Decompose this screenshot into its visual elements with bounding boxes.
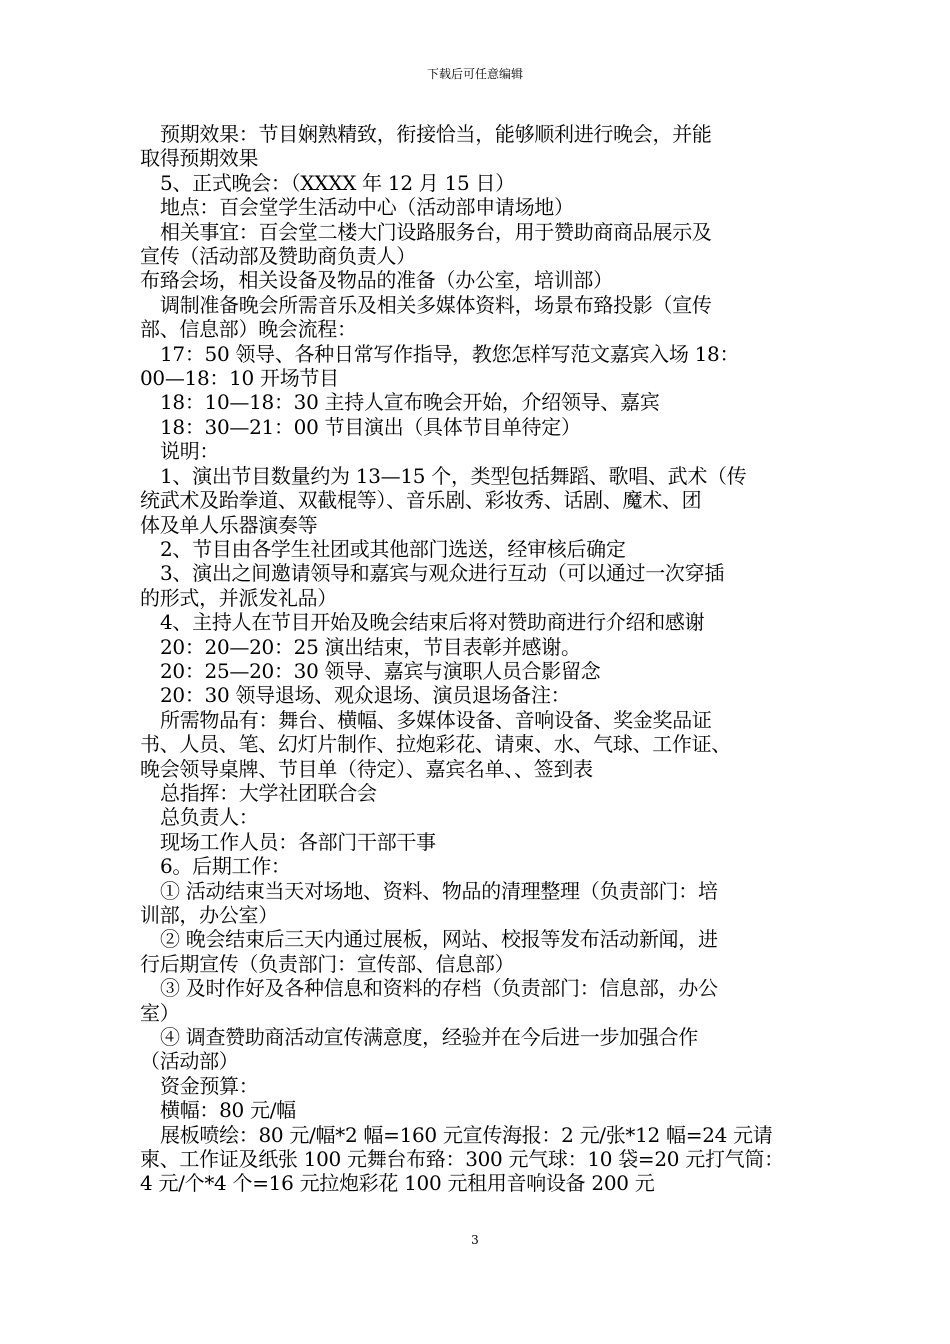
document-line: 宣传（活动部及赞助商负责人）: [140, 244, 416, 269]
document-body: [140, 122, 830, 1196]
document-line: 行后期宣传（负责部门：宣传部、信息部）: [140, 951, 515, 976]
document-line: ③ 及时作好及各种信息和资料的存档（负责部门：信息部，办公: [160, 976, 718, 1001]
document-line: 晚会领导桌牌、节目单（待定）、嘉宾名单、、签到表: [140, 756, 593, 781]
document-line: （活动部）: [140, 1049, 239, 1074]
document-line: 部、信息部）晚会流程：: [140, 317, 357, 342]
document-line: 取得预期效果: [140, 146, 259, 171]
document-line: 4、主持人在节目开始及晚会结束后将对赞助商进行介绍和感谢: [160, 610, 705, 635]
document-line: 资金预算：: [160, 1073, 259, 1098]
document-line: 的形式，并派发礼品）: [140, 585, 337, 610]
page-header-note: 下载后可任意编辑: [426, 67, 523, 81]
document-line: 17：50 领导、各种日常写作指导，教您怎样写范文嘉宾入场 18：: [160, 341, 740, 366]
document-line: ② 晚会结束后三天内通过展板，网站、校报等发布活动新闻，进: [160, 927, 718, 952]
document-line: 现场工作人员：各部门干部干事: [160, 829, 436, 854]
document-line: 20：30 领导退场、观众退场、演员退场备注：: [160, 683, 571, 708]
document-line: 总指挥：大学社团联合会: [160, 780, 377, 805]
document-line: 1、演出节目数量约为 13—15 个，类型包括舞蹈、歌唱、武术（传: [160, 463, 747, 488]
document-line: 统武术及跆拳道、双截棍等）、音乐剧、彩妆秀、话剧、魔术、团: [140, 488, 702, 513]
document-line: 18：10—18：30 主持人宣布晚会开始，介绍领导、嘉宾: [160, 390, 660, 415]
document-line: 调制准备晚会所需音乐及相关多媒体资料，场景布臵投影（宣传: [160, 292, 712, 317]
document-line: 相关事宜：百会堂二楼大门设路服务台，用于赞助商商品展示及: [160, 219, 712, 244]
document-line: 所需物品有：舞台、横幅、多媒体设备、音响设备、奖金奖品证: [160, 707, 712, 732]
document-line: 3、演出之间邀请领导和嘉宾与观众进行互动（可以通过一次穿插: [160, 561, 725, 586]
document-line: ① 活动结束当天对场地、资料、物品的清理整理（负责部门：培: [160, 878, 718, 903]
document-line: 20：20—20：25 演出结束，节目表彰并感谢。: [160, 634, 581, 659]
document-line: 说明：: [160, 439, 220, 464]
document-line: 4 元/个*4 个=16 元拉炮彩花 100 元租用音响设备 200 元: [140, 1171, 655, 1196]
document-line: 18：30—21：00 节目演出（具体节目单待定）: [160, 414, 581, 439]
document-line: ④ 调查赞助商活动宣传满意度，经验并在今后进一步加强合作: [160, 1025, 698, 1050]
document-line: 00—18：10 开场节目: [140, 366, 339, 391]
page-number: 3: [471, 1233, 479, 1247]
document-line: 6。后期工作：: [160, 854, 291, 879]
document-line: 地点：百会堂学生活动中心（活动部申请场地）: [160, 195, 574, 220]
document-line: 2、节目由各学生社团或其他部门选送，经审核后确定: [160, 536, 626, 561]
document-line: 展板喷绘：80 元/幅*2 幅=160 元宣传海报：2 元/张*12 幅=24 元请: [160, 1122, 773, 1147]
document-line: 预期效果：节目娴熟精致，衔接恰当，能够顺利进行晚会，并能: [160, 122, 712, 146]
document-line: 室）: [140, 1000, 180, 1025]
document-line: 横幅：80 元/幅: [160, 1098, 296, 1123]
document-line: 体及单人乐器演奏等: [140, 512, 318, 537]
document-line: 书、人员、笔、幻灯片制作、拉炮彩花、请柬、水、气球、工作证、: [140, 732, 731, 757]
document-line: 20：25—20：30 领导、嘉宾与演职人员合影留念: [160, 658, 601, 683]
document-line: 5、正式晚会：（XXXX 年 12 月 15 日）: [160, 170, 515, 195]
document-line: 训部，办公室）: [140, 903, 278, 927]
document-line: 柬、工作证及纸张 100 元舞台布臵：300 元气球：10 袋=20 元打气筒：: [140, 1147, 784, 1172]
document-line: 布臵会场，相关设备及物品的准备（办公室，培训部）: [140, 268, 613, 293]
document-line: 总负责人：: [160, 805, 259, 830]
